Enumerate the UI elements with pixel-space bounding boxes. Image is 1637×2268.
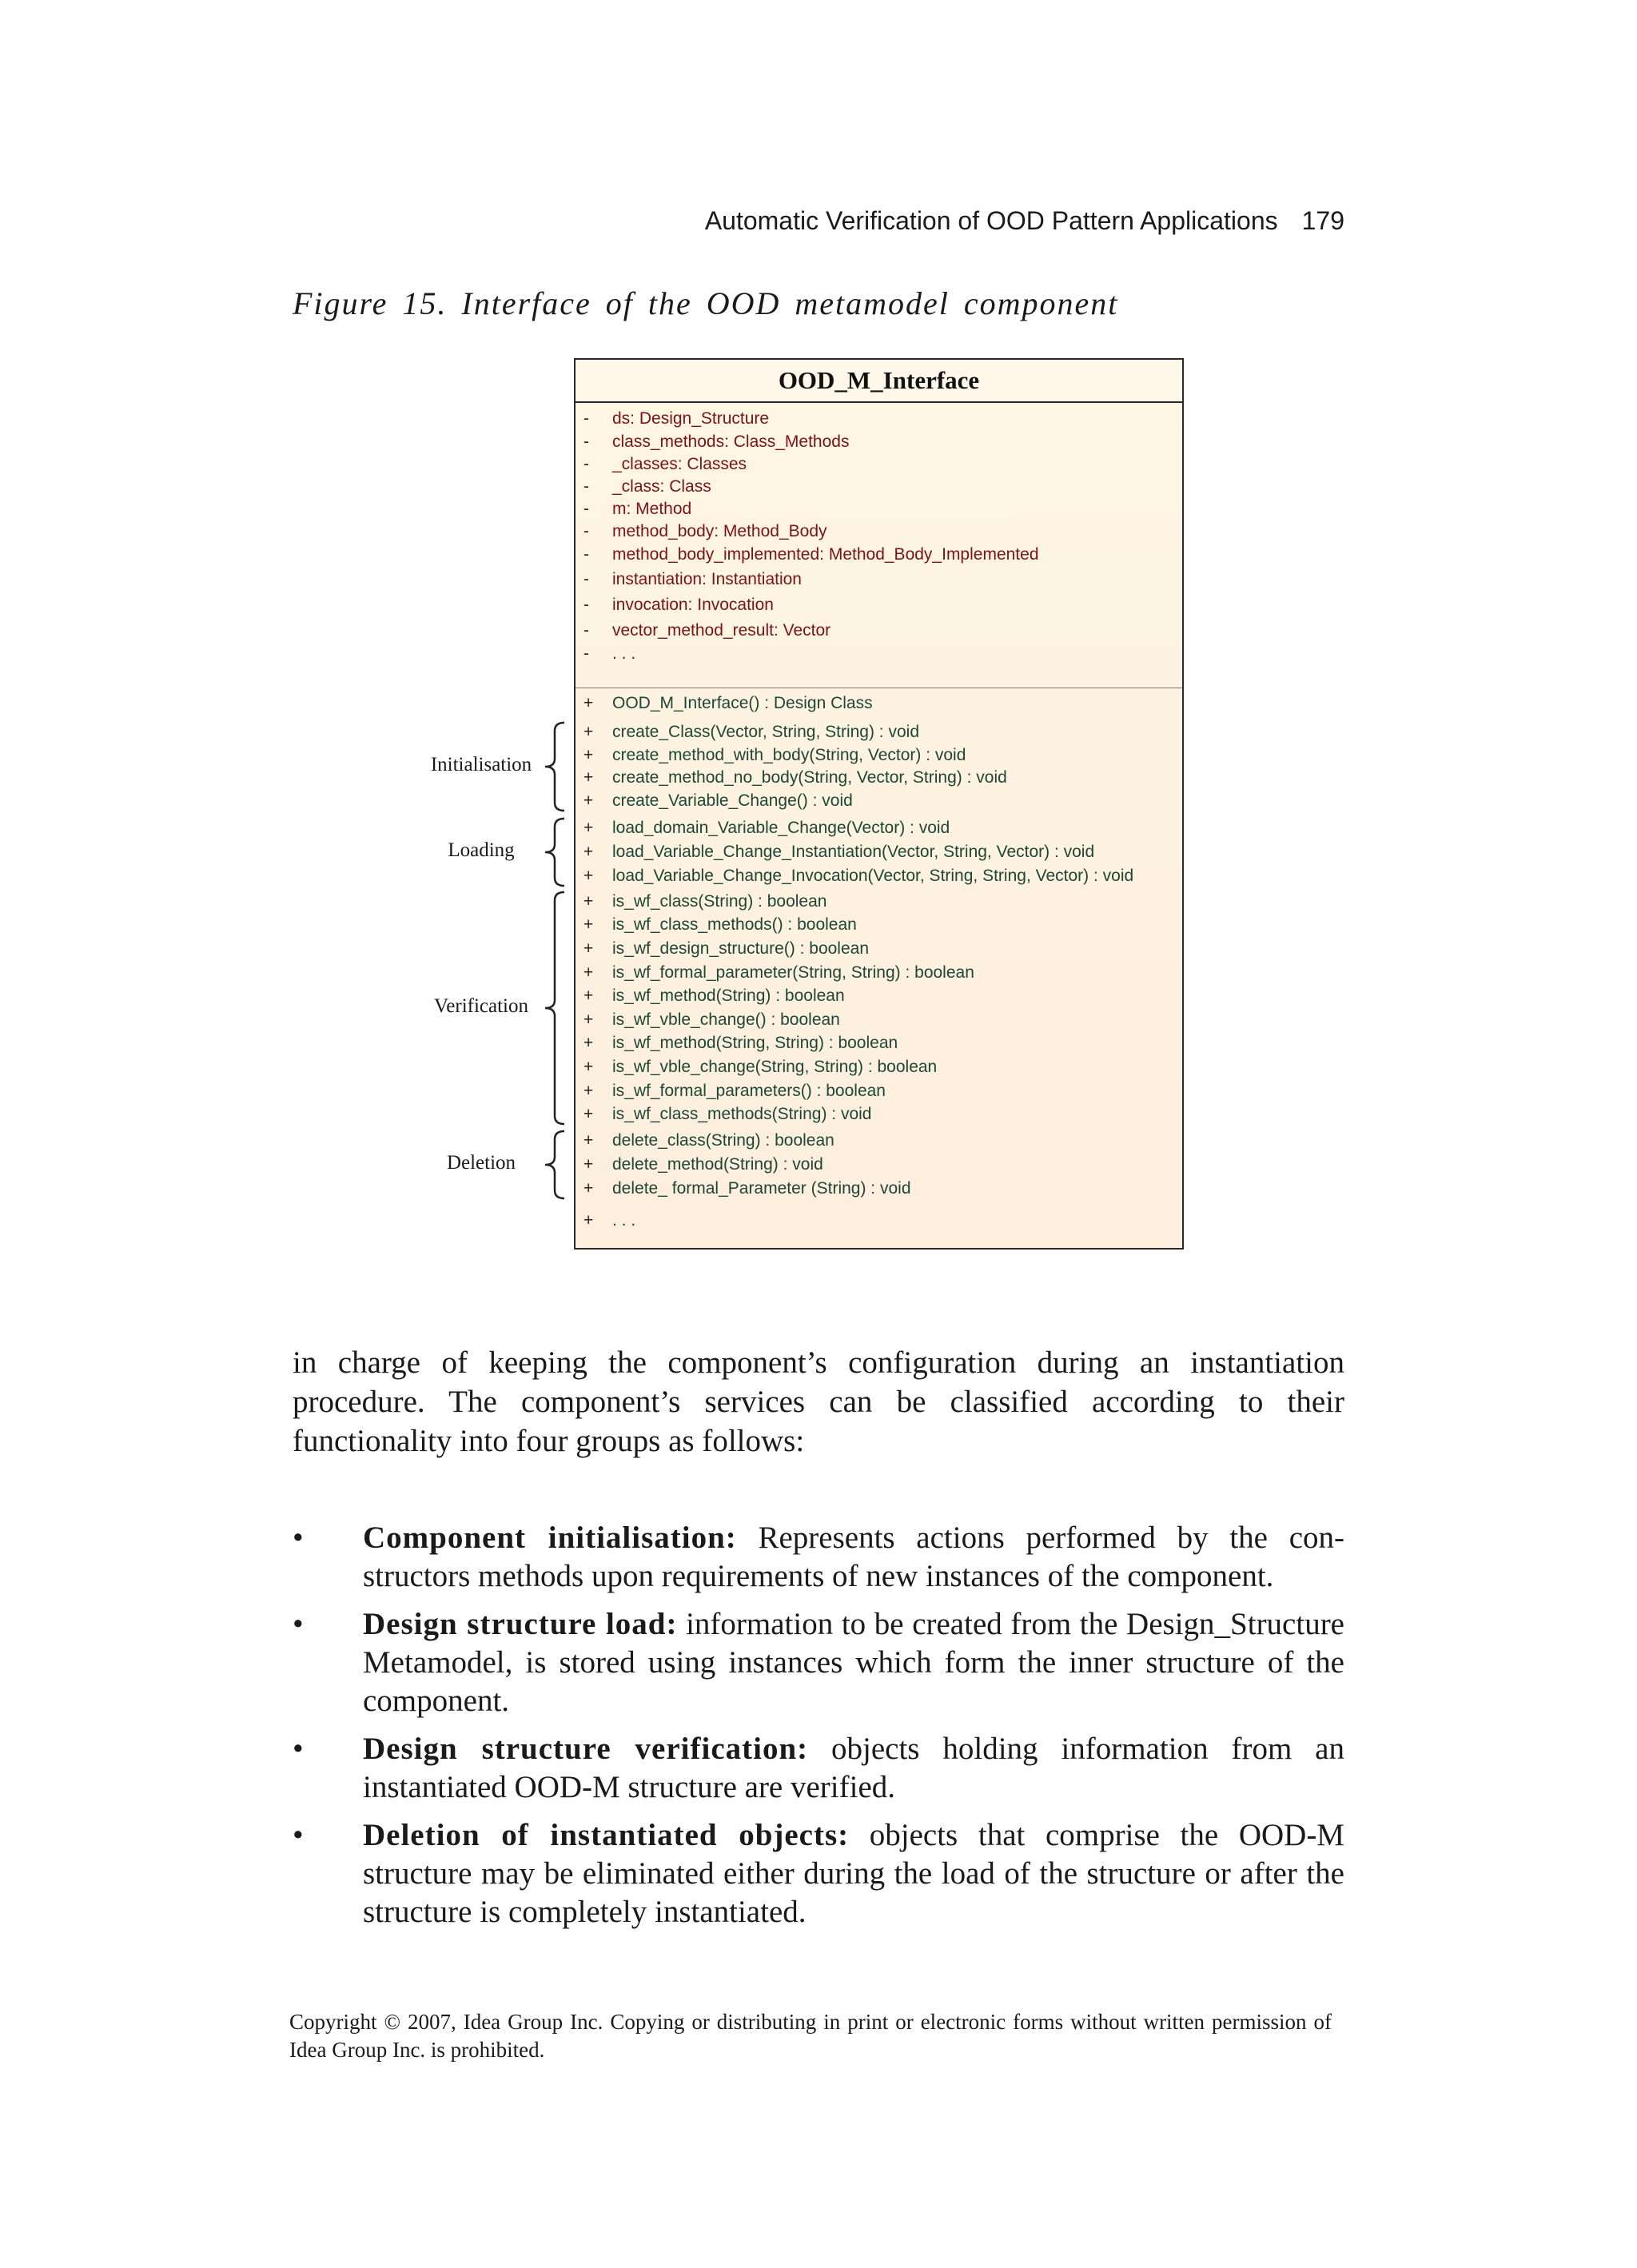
group-brace: [545, 723, 564, 811]
figure-caption: Figure 15. Interface of the OOD metamodel component: [293, 285, 1119, 321]
bullet-item: [293, 1816, 1344, 1931]
uml-class-box: [574, 358, 1184, 1250]
visibility-marker: -: [584, 432, 589, 451]
attribute-text: _classes: Classes: [612, 455, 747, 473]
visibility-marker: -: [584, 409, 589, 428]
method-text: is_wf_method(String) : boolean: [612, 987, 845, 1005]
visibility-marker: +: [584, 819, 594, 837]
visibility-marker: +: [584, 1155, 594, 1174]
visibility-marker: +: [584, 1058, 594, 1076]
visibility-marker: +: [584, 1034, 594, 1052]
bullet-lead: Deletion of instantiated objects:: [363, 1818, 850, 1852]
group-brace: [545, 892, 564, 1124]
method-text: is_wf_class(String) : boolean: [612, 892, 827, 911]
visibility-marker: -: [584, 500, 589, 518]
method-text: delete_method(String) : void: [612, 1155, 823, 1174]
method-text: OOD_M_Interface() : Design Class: [612, 694, 873, 712]
method-text: load_Variable_Change_Invocation(Vector, String, String, Vector) : void: [612, 867, 1134, 885]
bullet-text: Represents actions performed by the con-structors methods upon requirements of new instances of the component.: [363, 1521, 1344, 1593]
attribute-text: m: Method: [612, 500, 692, 518]
bullet-item: [293, 1519, 1344, 1596]
attribute-text: method_body_implemented: Method_Body_Implemented: [612, 545, 1039, 564]
visibility-marker: -: [584, 455, 589, 473]
body-paragraph: in charge of keeping the component’s configuration during an instantiation procedure. The component’s services can be classified according to their functionality into four groups as follows:: [293, 1345, 1344, 1458]
visibility-marker: +: [584, 892, 594, 911]
visibility-marker: -: [584, 596, 589, 614]
group-braces: [528, 704, 568, 1215]
bullet-text: objects that comprise the OOD-M structure may be eliminated either during the load of the structure or after the structure is completely instantiated.: [363, 1818, 1344, 1929]
bullet-item: [293, 1730, 1344, 1807]
visibility-marker: +: [584, 791, 594, 810]
visibility-marker: -: [584, 570, 589, 588]
method-text: is_wf_formal_parameters() : boolean: [612, 1082, 886, 1100]
bullet-lead: Design structure verification:: [363, 1732, 809, 1766]
method-text: delete_class(String) : boolean: [612, 1131, 834, 1150]
attribute-text: class_methods: Class_Methods: [612, 432, 850, 451]
method-text: . . .: [612, 1211, 636, 1230]
group-brace: [545, 819, 564, 886]
visibility-marker: +: [584, 963, 594, 982]
attribute-text: . . .: [612, 644, 636, 663]
method-text: is_wf_vble_change(String, String) : boolean: [612, 1058, 938, 1076]
group-label: Loading: [448, 839, 515, 861]
method-text: create_method_with_body(String, Vector) : void: [612, 746, 966, 764]
method-text: is_wf_formal_parameter(String, String) : boolean: [612, 963, 974, 982]
attribute-text: invocation: Invocation: [612, 596, 774, 614]
method-text: create_method_no_body(String, Vector, String) : void: [612, 768, 1007, 787]
bullet-dot: •: [293, 1732, 304, 1766]
visibility-marker: -: [584, 644, 589, 663]
visibility-marker: +: [584, 1211, 594, 1230]
attribute-text: instantiation: Instantiation: [612, 570, 802, 588]
visibility-marker: +: [584, 768, 594, 787]
bullet-item: [293, 1605, 1344, 1720]
visibility-marker: +: [584, 1105, 594, 1123]
method-text: delete_ formal_Parameter (String) : void: [612, 1179, 911, 1198]
bullet-text: objects holding information from an instantiated OOD-M structure are verified.: [363, 1732, 1344, 1804]
running-title: Automatic Verification of OOD Pattern Applications: [704, 206, 1278, 235]
visibility-marker: -: [584, 477, 589, 496]
method-text: is_wf_method(String, String) : boolean: [612, 1034, 898, 1052]
group-label: Initialisation: [430, 754, 532, 775]
method-text: is_wf_design_structure() : boolean: [612, 939, 870, 958]
bullet-lead: Design structure load:: [363, 1607, 678, 1641]
visibility-marker: +: [584, 867, 594, 885]
method-text: load_domain_Variable_Change(Vector) : void: [612, 819, 950, 837]
method-text: is_wf_vble_change() : boolean: [612, 1010, 840, 1029]
bullet-dot: •: [293, 1818, 304, 1852]
visibility-marker: -: [584, 621, 589, 640]
attribute-text: ds: Design_Structure: [612, 409, 770, 428]
method-text: create_Variable_Change() : void: [612, 791, 853, 810]
visibility-marker: -: [584, 522, 589, 540]
bullet-dot: •: [293, 1607, 304, 1641]
visibility-marker: +: [584, 987, 594, 1005]
visibility-marker: +: [584, 694, 594, 712]
visibility-marker: -: [584, 545, 589, 564]
method-text: create_Class(Vector, String, String) : void: [612, 723, 919, 741]
visibility-marker: +: [584, 939, 594, 958]
visibility-marker: +: [584, 1082, 594, 1100]
visibility-marker: +: [584, 723, 594, 741]
running-header: [0, 206, 1344, 236]
bullet-text: information to be created from the Design_Structure Metamodel, is stored using instances which form the inner structure of the component.: [363, 1607, 1344, 1718]
visibility-marker: +: [584, 1179, 594, 1198]
page-number: 179: [1301, 206, 1344, 235]
visibility-marker: +: [584, 1131, 594, 1150]
method-text: is_wf_class_methods(String) : void: [612, 1105, 872, 1123]
group-label: Verification: [433, 995, 528, 1017]
attribute-text: vector_method_result: Vector: [612, 621, 831, 640]
uml-class-name: OOD_M_Interface: [576, 360, 1182, 403]
attribute-text: _class: Class: [612, 477, 711, 496]
bullet-lead: Component initialisation:: [363, 1521, 737, 1555]
visibility-marker: +: [584, 1010, 594, 1029]
copyright-notice: Copyright © 2007, Idea Group Inc. Copying or distributing in print or electronic forms without written permission of Idea Group Inc. is prohibited.: [289, 2010, 1332, 2062]
group-label: Deletion: [446, 1152, 516, 1174]
bullet-dot: •: [293, 1521, 304, 1555]
bullet-list: [293, 1519, 1344, 1941]
attribute-text: method_body: Method_Body: [612, 522, 827, 540]
method-text: is_wf_class_methods() : boolean: [612, 915, 857, 934]
visibility-marker: +: [584, 843, 594, 861]
group-brace: [545, 1131, 564, 1198]
method-text: load_Variable_Change_Instantiation(Vector, String, Vector) : void: [612, 843, 1095, 861]
visibility-marker: +: [584, 915, 594, 934]
visibility-marker: +: [584, 746, 594, 764]
